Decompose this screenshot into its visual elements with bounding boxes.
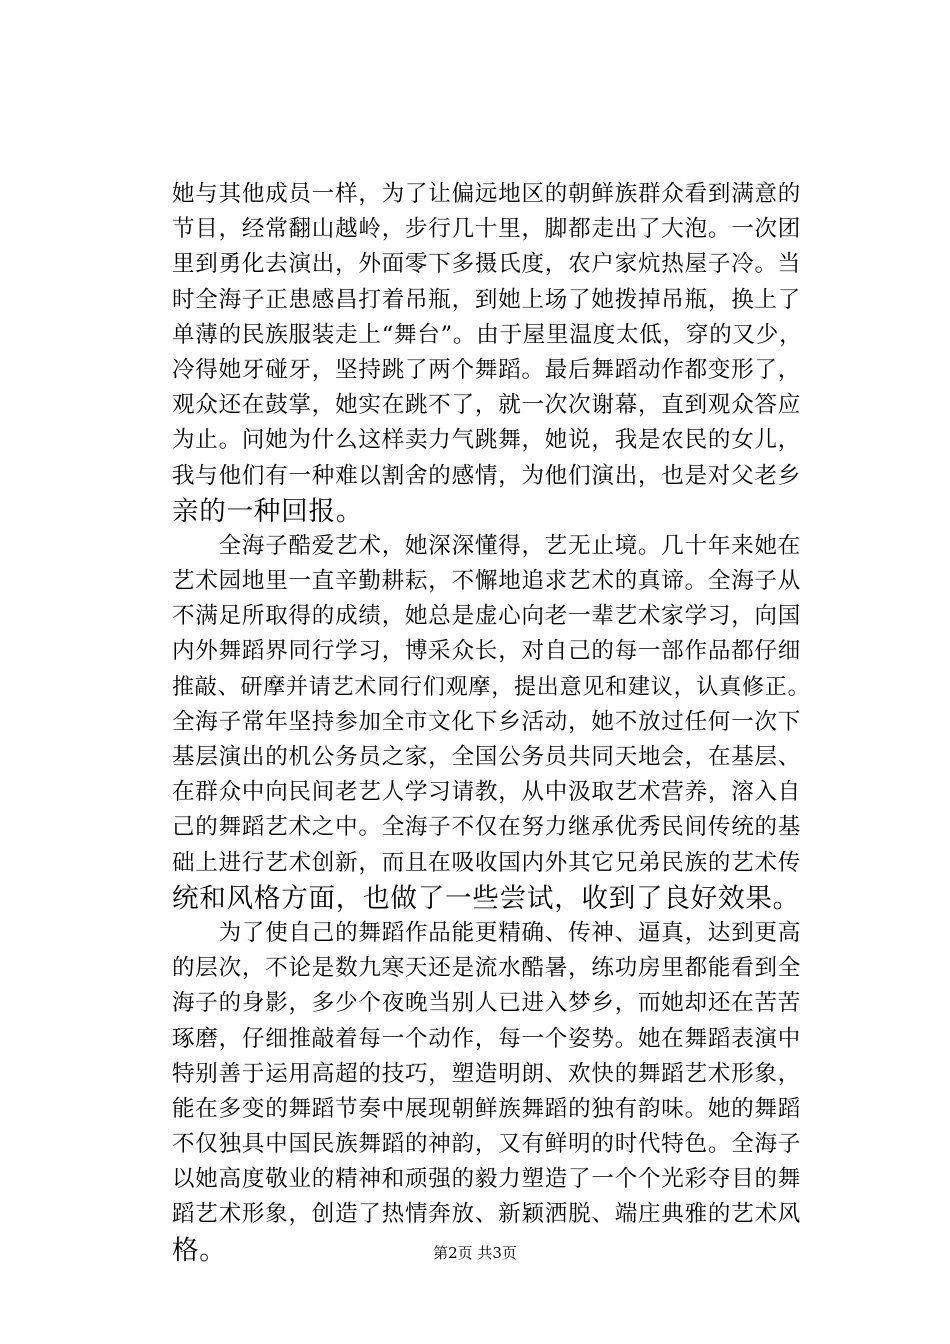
text-line: 推敲、研摩并请艺术同行们观摩，提出意见和建议，认真修正。 [172, 674, 811, 700]
text-line: 艺术园地里一直辛勤耕耘，不懈地追求艺术的真谛。全海子从 [172, 568, 802, 595]
text-line: 亲的一种回报。 [172, 495, 364, 527]
text-line: 蹈艺术形象，创造了热情奔放、新颖洒脱、端庄典雅的艺术风 [172, 1201, 802, 1228]
text-line: 海子的身影，多少个夜晚当别人已进入梦乡，而她却还在苦苦 [172, 990, 802, 1017]
text-line: 格。 [172, 1234, 227, 1266]
text-line: 全海子酷爱艺术，她深深懂得，艺无止境。几十年来她在 [172, 532, 802, 559]
page-footer: 第2页 共3页 [433, 1244, 517, 1262]
text-line: 为了使自己的舞蹈作品能更精确、传神、逼真，达到更高 [172, 919, 802, 946]
text-line: 在群众中向民间老艺人学习请教，从中汲取艺术营养，溶入自 [172, 779, 802, 806]
text-line: 不满足所取得的成绩，她总是虚心向老一辈艺术家学习，向国 [172, 603, 802, 630]
text-line: 节目，经常翻山越岭，步行几十里，脚都走出了大泡。一次团 [172, 216, 802, 243]
text-line: 以她高度敬业的精神和顽强的毅力塑造了一个个光彩夺目的舞 [172, 1166, 802, 1193]
text-line: 统和风格方面，也做了一些尝试，收到了良好效果。 [172, 882, 800, 914]
text-line: 内外舞蹈界同行学习，博采众长，对自己的每一部作品都仔细 [172, 638, 802, 665]
text-line: 的层次，不论是数九寒天还是流水酷暑，练功房里都能看到全 [172, 955, 802, 982]
body-text [172, 177, 812, 1268]
text-line: 琢磨，仔细推敲着每一个动作，每一个姿势。她在舞蹈表演中 [172, 1025, 802, 1052]
text-line: 为止。问她为什么这样卖力气跳舞，她说，我是农民的女儿， [172, 427, 802, 454]
text-line: 观众还在鼓掌，她实在跳不了，就一次次谢幕，直到观众答应 [172, 392, 802, 419]
text-line: 础上进行艺术创新，而且在吸收国内外其它兄弟民族的艺术传 [172, 849, 802, 876]
text-line: 她与其他成员一样，为了让偏远地区的朝鲜族群众看到满意的 [172, 181, 802, 207]
text-line: 单薄的民族服装走上“舞台”。由于屋里温度太低，穿的又少， [172, 321, 803, 348]
text-line: 能在多变的舞蹈节奏中展现朝鲜族舞蹈的独有韵味。她的舞蹈 [172, 1095, 802, 1122]
text-line: 不仅独具中国民族舞蹈的神韵，又有鲜明的时代特色。全海子 [172, 1131, 802, 1158]
text-line: 己的舞蹈艺术之中。全海子不仅在努力继承优秀民间传统的基 [172, 814, 802, 841]
text-line: 特别善于运用高超的技巧，塑造明朗、欢快的舞蹈艺术形象， [172, 1060, 802, 1087]
text-line: 里到勇化去演出，外面零下多摄氏度，农户家炕热屋子冷。当 [172, 251, 802, 278]
text-line: 我与他们有一种难以割舍的感情，为他们演出，也是对父老乡 [172, 462, 802, 489]
text-line: 全海子常年坚持参加全市文化下乡活动，她不放过任何一次下 [172, 708, 802, 735]
text-line: 冷得她牙碰牙，坚持跳了两个舞蹈。最后舞蹈动作都变形了， [172, 356, 802, 383]
text-line: 时全海子正患感昌打着吊瓶，到她上场了她拨掉吊瓶，换上了 [172, 286, 802, 313]
text-line: 基层演出的机公务员之家，全国公务员共同天地会，在基层、 [172, 744, 802, 770]
